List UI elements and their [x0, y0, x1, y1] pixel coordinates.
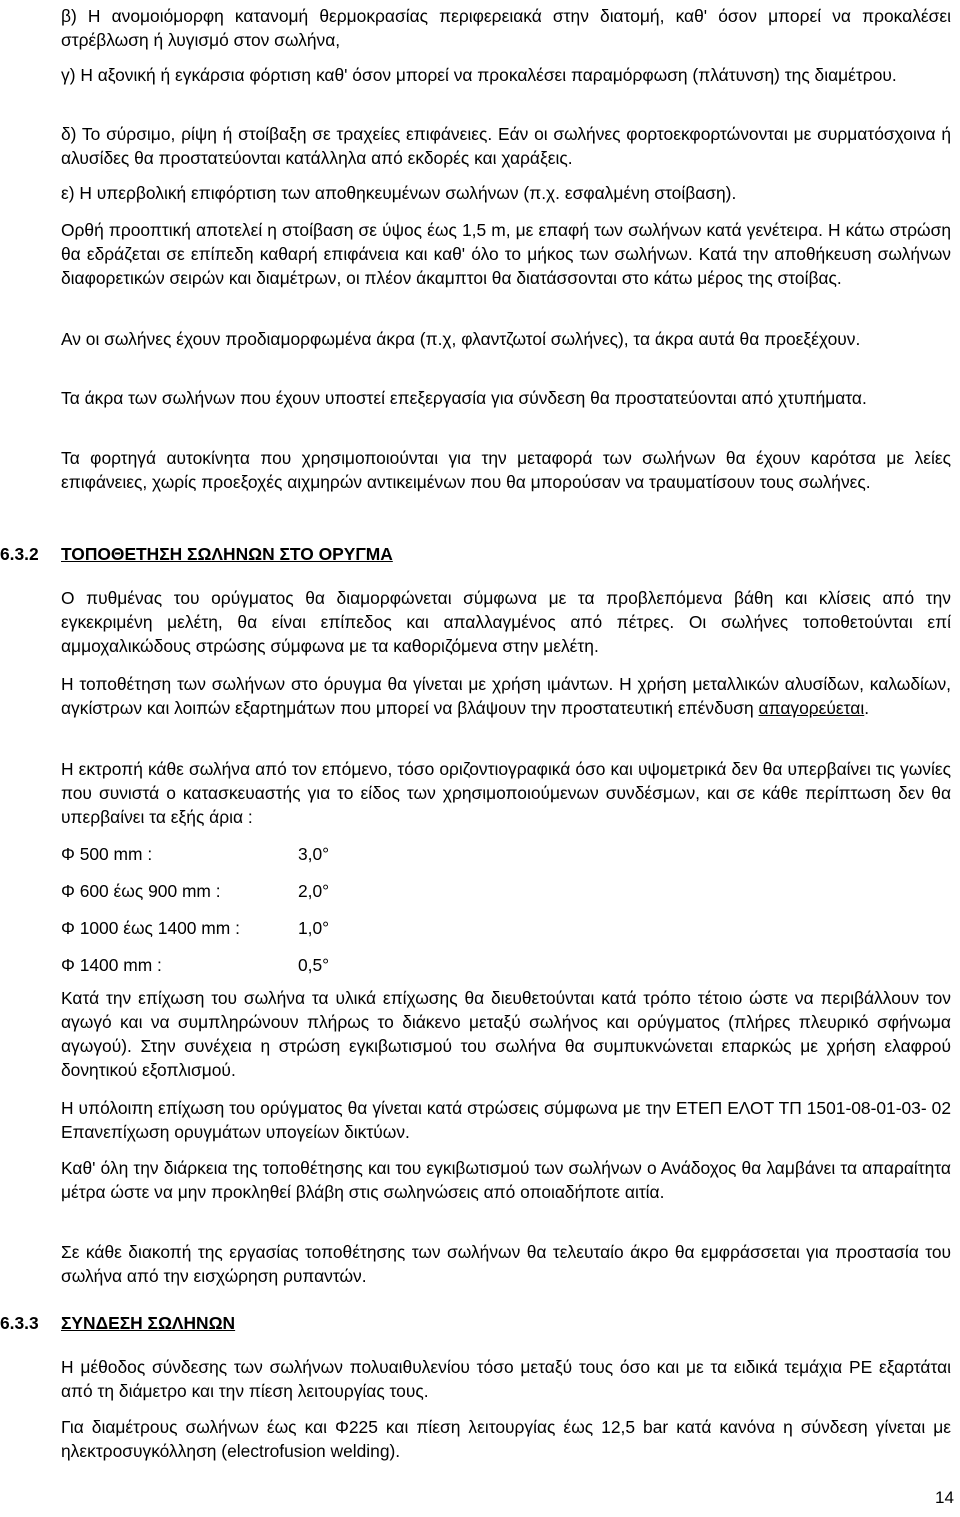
deflection-diameter: Φ 1000 έως 1400 mm : [61, 918, 240, 938]
paragraph-text: Ο πυθμένας του ορύγματος θα διαμορφώνεται σύμφωνα με τα προβλεπόμενα βάθη και κλίσεις από την εγκεκριμένη μελέτη, θα είναι επίπεδος και απαλλαγμένος από πέτρες. Οι σωλήνες τοποθετούνται επί αμμοχαλικώδους στρώσης σύμφωνα με τα καθοριζόμενα στην μελέτη. [61, 588, 951, 656]
deflection-angle: 2,0° [298, 881, 330, 901]
section-title: ΣΥΝΔΕΣΗ ΣΩΛΗΝΩΝ [61, 1313, 236, 1333]
list-item-b [61, 4, 951, 52]
paragraph-text: Η εκτροπή κάθε σωλήνα από τον επόμενο, τόσο οριζοντιογραφικά όσο και υψομετρικά δεν θα υπερβαίνει τις γωνίες που συνιστά ο κατασκευαστής για το είδος των χρησιμοποιούμενων συνδέσμων, και σε κάθε περίπτωση δεν θα υπερβαίνει τα εξής άρια : [61, 759, 951, 827]
paragraph [61, 757, 951, 829]
paragraph-text: Ορθή προοπτική αποτελεί η στοίβαση σε ύψος έως 1,5 m, με επαφή των σωλήνων κατά γενέτειρα. Η κάτω στρώση θα εδράζεται σε επίπεδη καθαρή επιφάνεια και καθ' όλο το μήκος των σωλήνων. Κατά την αποθήκευση σωλήνων διαφορετικών σειρών και διαμέτρων, οι πλέον άκαμπτοι θα διατάσσονται στο κάτω μέρος της στοίβας. [61, 220, 951, 288]
paragraph [61, 1096, 951, 1144]
list-item-d [61, 122, 951, 170]
section-number: 6.3.3 [0, 1313, 39, 1333]
deflection-list [61, 842, 461, 977]
paragraph [61, 986, 951, 1082]
section-title: ΤΟΠΟΘΕΤΗΣΗ ΣΩΛΗΝΩΝ ΣΤΟ ΟΡΥΓΜΑ [61, 544, 393, 564]
list-item-text: γ) Η αξονική ή εγκάρσια φόρτιση καθ' όσον μπορεί να προκαλέσει παραμόρφωση (πλάτυνση) της διαμέτρου. [61, 65, 897, 85]
page-number: 14 [935, 1488, 954, 1507]
deflection-angle: 0,5° [298, 955, 330, 975]
paragraph-text: Σε κάθε διακοπή της εργασίας τοποθέτησης των σωλήνων θα τελευταίο άκρο θα εμφράσσεται για προστασία του σωλήνα από την εισχώρηση ρυπαντών. [61, 1242, 951, 1286]
paragraph-text: Τα φορτηγά αυτοκίνητα που χρησιμοποιούνται για την μεταφορά των σωλήνων θα έχουν καρότσα με λείες επιφάνειες, χωρίς προεξοχές αιχμηρών αντικειμένων που θα μπορούσαν να τραυματίσουν τους σωλήνες. [61, 448, 951, 492]
paragraph [61, 446, 951, 494]
deflection-diameter: Φ 1400 mm : [61, 955, 162, 975]
paragraph-text: Κατά την επίχωση του σωλήνα τα υλικά επίχωσης θα διευθετούνται κατά τρόπο τέτοιο ώστε να περιβάλλουν τον αγωγό και να συμπληρώνουν πλήρως το διάκενο μεταξύ σωλήνος και ορύγματος (πλήρες πλευρικό σφήνωμα αγωγού). Στην συνέχεια η στρώση εγκιβωτισμού του σωλήνα θα συμπυκνώνεται επαρκώς με χρήση ελαφρού δονητικού εξοπλισμού. [61, 988, 951, 1080]
underlined-word: απαγορεύεται [758, 698, 865, 718]
deflection-angle: 3,0° [298, 844, 330, 864]
paragraph [61, 586, 951, 658]
list-item-text: β) Η ανομοιόμορφη κατανομή θερμοκρασίας περιφερειακά στην διατομή, καθ' όσον μπορεί να προκαλέσει στρέβλωση ή λυγισμό στον σωλήνα, [61, 6, 951, 50]
paragraph [61, 672, 951, 720]
paragraph-text-part: . [864, 698, 870, 718]
paragraph [61, 1156, 951, 1204]
list-item-e [61, 181, 951, 205]
paragraph-text: Για διαμέτρους σωλήνων έως και Φ225 και πίεση λειτουργίας έως 12,5 bar κατά κανόνα η σύνδεση γίνεται με ηλεκτροσυγκόλληση (electrofusion welding). [61, 1417, 951, 1461]
paragraph-text [61, 672, 951, 720]
deflection-diameter: Φ 600 έως 900 mm : [61, 881, 221, 901]
paragraph [61, 386, 951, 410]
paragraph-text: Καθ' όλη την διάρκεια της τοποθέτησης και του εγκιβωτισμού των σωλήνων ο Ανάδοχος θα λαμβάνει τα απαραίτητα μέτρα ώστε να μην προκληθεί βλάβη στις σωληνώσεις από οποιαδήποτε αιτία. [61, 1158, 951, 1202]
paragraph [61, 1415, 951, 1463]
paragraph [61, 1240, 951, 1288]
section-number: 6.3.2 [0, 544, 39, 564]
paragraph [61, 327, 951, 351]
paragraph-text-part: Η τοποθέτηση των σωλήνων στο όρυγμα θα γίνεται με χρήση ιμάντων. Η χρήση μεταλλικών αλυσίδων, καλωδίων, αγκίστρων και λοιπών εξαρτημάτων που μπορεί να βλάψουν την προστατευτική επένδυση [61, 674, 951, 718]
paragraph-text: Η υπόλοιπη επίχωση του ορύγματος θα γίνεται κατά στρώσεις σύμφωνα με την ΕΤΕΠ ΕΛΟΤ ΤΠ 1501-08-01-03- 02 Επανεπίχωση ορυγμάτων υπογείων δικτύων. [61, 1098, 951, 1142]
paragraph-text: Η μέθοδος σύνδεσης των σωλήνων πολυαιθυλενίου τόσο μεταξύ τους όσο και με τα ειδικά τεμάχια PE εξαρτάται από τη διάμετρο και την πίεση λειτουργίας τους. [61, 1357, 951, 1401]
list-item-text: δ) Το σύρσιμο, ρίψη ή στοίβαξη σε τραχείες επιφάνειες. Εάν οι σωλήνες φορτοεκφορτώνονται με συρματόσχοινα ή αλυσίδες θα προστατεύονται κατάλληλα από εκδορές και χαράξεις. [61, 124, 951, 168]
paragraph [61, 218, 951, 290]
deflection-row [61, 842, 461, 866]
deflection-row [61, 916, 461, 940]
deflection-angle: 1,0° [298, 918, 330, 938]
deflection-diameter: Φ 500 mm : [61, 844, 153, 864]
section-heading-632 [0, 542, 393, 566]
paragraph [61, 1355, 951, 1403]
deflection-row [61, 879, 461, 903]
list-item-text: ε) Η υπερβολική επιφόρτιση των αποθηκευμένων σωλήνων (π.χ. εσφαλμένη στοίβαση). [61, 183, 737, 203]
paragraph-text: Τα άκρα των σωλήνων που έχουν υποστεί επεξεργασία για σύνδεση θα προστατεύονται από χτυπήματα. [61, 388, 867, 408]
paragraph-text: Αν οι σωλήνες έχουν προδιαμορφωμένα άκρα (π.χ, φλαντζωτοί σωλήνες), τα άκρα αυτά θα προεξέχουν. [61, 329, 861, 349]
deflection-row [61, 953, 461, 977]
section-heading-633 [0, 1311, 235, 1335]
list-item-c [61, 63, 951, 87]
